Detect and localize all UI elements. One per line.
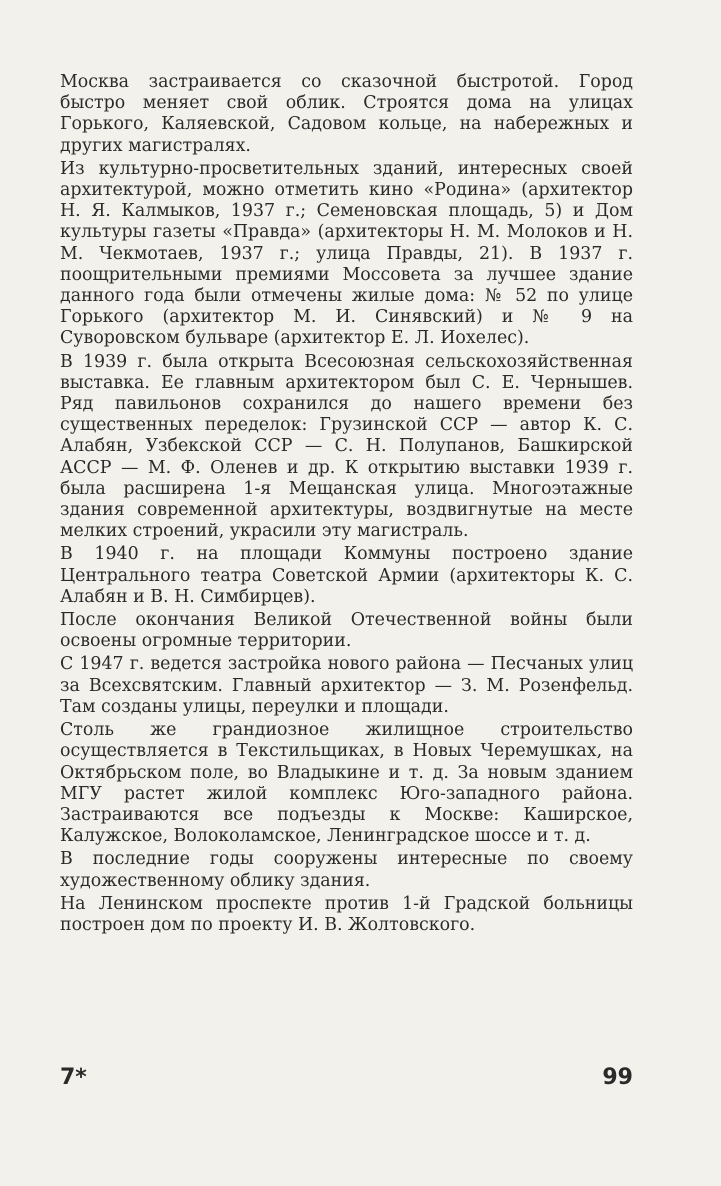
paragraph-9: На Ленинском проспекте против 1-й Градской больницы построен дом по проекту И. В. Жолтовского. <box>60 893 633 935</box>
page-number: 99 <box>602 1065 633 1090</box>
paragraph-8: В последние годы сооружены интересные по своему художественному облику здания. <box>60 849 633 891</box>
paragraph-4: В 1940 г. на площади Коммуны построено здание Центрального театра Советской Армии (архитекторы К. С. Алабян и В. Н. Симбирцев). <box>60 544 633 607</box>
paragraph-5: После окончания Великой Отечественной войны были освоены огромные территории. <box>60 610 633 652</box>
paragraph-3: В 1939 г. была открыта Всесоюзная сельскохозяйственная выставка. Ее главным архитектором был С. Е. Чернышев. Ряд павильонов сохранился до нашего времени без существенных переделок: Грузинской ССР — автор К. С. Алабян, Узбекской ССР — С. Н. Полупанов, Башкирской АССР — М. Ф. Оленев и др. К открытию выставки 1939 г. была расширена 1-я Мещанская улица. Многоэтажные здания современной архитектуры, воздвигнутые на месте мелких строений, украсили эту магистраль. <box>60 351 633 542</box>
paragraph-1: Москва застраивается со сказочной быстротой. Город быстро меняет свой облик. Строятся дома на улицах Горького, Каляевской, Садовом кольце, на набережных и других магистралях. <box>60 72 633 156</box>
paragraph-6: С 1947 г. ведется застройка нового района — Песчаных улиц за Всехсвятским. Главный архитектор — З. М. Розенфельд. Там созданы улицы, переулки и площади. <box>60 654 633 717</box>
signature-mark: 7* <box>60 1065 87 1090</box>
paragraph-7: Столь же грандиозное жилищное строительство осуществляется в Текстильщиках, в Новых Черемушках, на Октябрьском поле, во Владыкине и т. д. За новым зданием МГУ растет жилой комплекс Юго-западного района. Застраиваются все подъезды к Москве: Каширское, Калужское, Волоколамское, Ленинградское шоссе и т. д. <box>60 720 633 847</box>
page-body <box>60 72 633 938</box>
paragraph-2: Из культурно-просветительных зданий, интересных своей архитектурой, можно отметить кино «Родина» (архитектор Н. Я. Калмыков, 1937 г.; Семеновская площадь, 5) и Дом культуры газеты «Правда» (архитекторы Н. М. Молоков и Н. М. Чекмотаев, 1937 г.; улица Правды, 21). В 1937 г. поощрительными премиями Моссовета за лучшее здание данного года были отмечены жилые дома: № 52 по улице Горького (архитектор М. И. Синявский) и № 9 на Суворовском бульваре (архитектор Е. Л. Иохелес). <box>60 158 633 349</box>
page-footer <box>60 1065 633 1095</box>
